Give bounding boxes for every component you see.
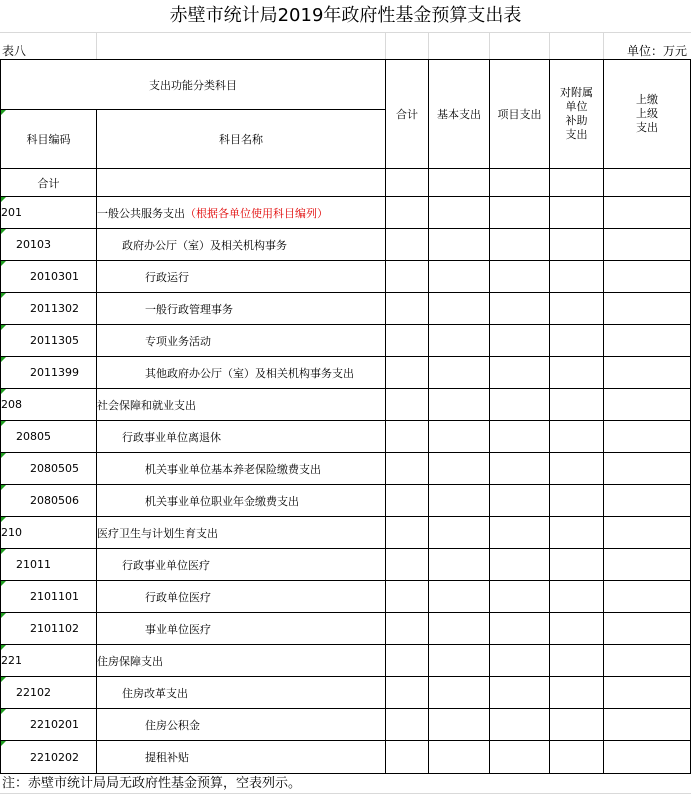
table-row [1,421,691,453]
table-cell[interactable] [386,261,429,293]
total-row-label: 合计 [1,169,97,197]
subject-code-cell[interactable] [1,549,97,581]
subsidy-header-line: 支出 [565,128,588,141]
table-cell[interactable] [604,517,691,549]
table-cell[interactable] [429,421,490,453]
subject-code: 210 [1,526,22,539]
table-cell[interactable] [490,549,550,581]
cell-marker [1,485,6,490]
cell-marker [1,197,6,202]
subject-code: 20805 [16,430,51,443]
subject-code-cell[interactable] [1,453,97,485]
subject-code-cell[interactable] [1,517,97,549]
subject-name: 事业单位医疗 [145,622,211,636]
category-group-header: 支出功能分类科目 [1,60,386,110]
subsidy-header-line: 单位 [565,100,588,113]
table-cell[interactable] [386,709,429,741]
subject-name: 社会保障和就业支出 [97,398,196,412]
table-cell[interactable] [604,677,691,709]
table-cell[interactable] [429,169,490,197]
table-cell[interactable] [550,197,604,229]
table-row [1,325,691,357]
table-cell[interactable] [604,485,691,517]
subject-code-cell[interactable] [1,421,97,453]
table-cell[interactable] [429,517,490,549]
table-cell[interactable] [604,169,691,197]
total-row [1,169,691,197]
table-cell[interactable] [490,581,550,613]
table-cell[interactable] [604,325,691,357]
table-cell[interactable] [386,389,429,421]
cell-marker [1,677,6,682]
subject-name: 机关事业单位基本养老保险缴费支出 [145,462,321,476]
table-cell[interactable] [490,293,550,325]
subject-code-cell[interactable] [1,645,97,677]
table-cell[interactable] [386,325,429,357]
remit-header [604,60,691,169]
table-row [1,389,691,421]
table-cell[interactable] [490,453,550,485]
total-header: 合计 [386,60,429,169]
table-cell[interactable] [386,581,429,613]
subject-code: 2080506 [30,494,79,507]
subject-name-cell[interactable] [97,517,386,549]
table-cell[interactable] [550,741,604,774]
subject-code: 2011302 [30,302,79,315]
table-cell[interactable] [604,613,691,645]
table-cell[interactable] [550,325,604,357]
table-cell[interactable] [386,169,429,197]
subject-name-cell[interactable] [97,357,386,389]
subject-name: 住房改革支出 [122,686,188,700]
subject-code: 2011399 [30,366,79,379]
table-cell[interactable] [386,293,429,325]
table-cell[interactable] [429,613,490,645]
table-cell[interactable] [386,421,429,453]
basic-header: 基本支出 [429,60,490,169]
subject-code: 2011305 [30,334,79,347]
table-cell[interactable] [550,485,604,517]
cell-marker [1,517,6,522]
cell-marker [1,389,6,394]
cell-marker [1,357,6,362]
table-cell[interactable] [386,741,429,774]
table-cell[interactable] [429,645,490,677]
table-cell[interactable] [490,357,550,389]
table-cell[interactable] [386,197,429,229]
subject-name-cell[interactable] [97,453,386,485]
table-cell[interactable] [550,421,604,453]
table-cell[interactable] [386,645,429,677]
budget-table [0,59,691,774]
table-cell[interactable] [604,645,691,677]
table-cell[interactable] [490,169,550,197]
table-cell[interactable] [429,293,490,325]
cell-marker [1,261,6,266]
cell-marker [1,229,6,234]
table-cell[interactable] [386,549,429,581]
subject-name-cell[interactable] [97,325,386,357]
table-cell[interactable] [429,709,490,741]
subject-code: 2101102 [30,622,79,635]
table-cell[interactable] [604,421,691,453]
table-cell[interactable] [550,229,604,261]
table-row [1,197,691,229]
table-cell[interactable] [550,645,604,677]
remit-header-line: 上级 [636,107,658,120]
table-cell[interactable] [550,293,604,325]
table-cell[interactable] [490,485,550,517]
page-title: 赤壁市统计局2019年政府性基金预算支出表 [169,5,522,26]
subject-name-cell[interactable] [97,293,386,325]
subject-name-cell[interactable] [97,581,386,613]
cell-marker [1,549,6,554]
subject-name-cell[interactable] [97,197,386,229]
table-cell[interactable] [429,197,490,229]
subject-name: 一般行政管理事务 [145,302,233,316]
table-row [1,485,691,517]
subject-name: 医疗卫生与计划生育支出 [97,526,218,540]
subsidy-header-line: 补助 [565,114,588,127]
table-row [1,613,691,645]
subject-code-cell[interactable] [1,677,97,709]
subject-name-cell[interactable] [97,677,386,709]
table-cell[interactable] [604,581,691,613]
table-cell[interactable] [429,485,490,517]
subject-code-cell[interactable] [1,613,97,645]
table-cell[interactable] [429,261,490,293]
subject-code: 2101101 [30,590,79,603]
table-cell[interactable] [386,453,429,485]
subject-code-cell[interactable] [1,581,97,613]
subject-name-cell[interactable] [97,645,386,677]
table-cell[interactable] [490,421,550,453]
table-cell[interactable] [604,197,691,229]
table-cell[interactable] [490,389,550,421]
subsidy-header-line: 对附属 [560,86,593,99]
subject-name: 行政事业单位离退休 [122,430,221,444]
subject-name-cell[interactable] [97,261,386,293]
gridline [0,32,691,33]
table-cell[interactable] [490,645,550,677]
subject-code-cell[interactable] [1,261,97,293]
table-cell[interactable] [429,357,490,389]
table-cell[interactable] [97,169,386,197]
table-row [1,357,691,389]
subject-name-cell[interactable] [97,389,386,421]
cell-marker [1,709,6,714]
table-cell[interactable] [550,169,604,197]
subject-code: 221 [1,654,22,667]
table-cell[interactable] [490,741,550,774]
subject-code: 208 [1,398,22,411]
subject-name-cell[interactable] [97,485,386,517]
table-row [1,261,691,293]
table-cell[interactable] [550,517,604,549]
table-row [1,549,691,581]
subject-name: 提租补贴 [145,751,189,764]
table-cell[interactable] [604,453,691,485]
cell-marker [1,741,6,746]
subject-code: 2210201 [30,718,79,731]
table-cell[interactable] [550,581,604,613]
table-row [1,293,691,325]
cell-marker [1,421,6,426]
table-cell[interactable] [490,197,550,229]
subject-name: 专项业务活动 [145,334,211,348]
subject-note: （根据各单位使用科目编列） [185,206,328,220]
subject-code-cell[interactable] [1,485,97,517]
table-cell[interactable] [429,389,490,421]
cell-marker [1,453,6,458]
subject-code-cell[interactable] [1,357,97,389]
table-cell[interactable] [386,613,429,645]
table-cell[interactable] [550,677,604,709]
subject-code-cell[interactable] [1,389,97,421]
table-cell[interactable] [386,357,429,389]
subject-code: 2010301 [30,270,79,283]
subsidy-header [550,60,604,169]
unit-label: 单位：万元 [626,44,687,58]
table-row [1,677,691,709]
subject-code-cell[interactable] [1,325,97,357]
subject-name: 行政单位医疗 [145,590,211,604]
table-cell[interactable] [386,517,429,549]
header-row [1,60,691,110]
table-cell[interactable] [429,741,490,774]
subject-code-cell[interactable] [1,741,97,774]
table-cell[interactable] [604,293,691,325]
table-cell[interactable] [429,581,490,613]
cell-marker [1,645,6,650]
subject-name: 一般公共服务支出 [97,206,185,220]
table-cell[interactable] [490,261,550,293]
name-header: 科目名称 [97,110,386,169]
table-cell[interactable] [429,549,490,581]
subject-code: 21011 [16,558,51,571]
table-cell[interactable] [490,325,550,357]
subject-name: 行政运行 [145,270,189,284]
table-row [1,709,691,741]
table-cell[interactable] [490,229,550,261]
subject-code: 2080505 [30,462,79,475]
subject-name: 其他政府办公厅（室）及相关机构事务支出 [145,366,354,380]
table-cell[interactable] [550,261,604,293]
table-cell[interactable] [490,709,550,741]
table-cell[interactable] [386,485,429,517]
table-cell[interactable] [604,709,691,741]
subject-name: 行政事业单位医疗 [122,558,210,572]
table-row [1,229,691,261]
table-cell[interactable] [604,357,691,389]
subject-name-cell[interactable] [97,741,386,774]
subject-code-cell[interactable] [1,709,97,741]
subject-code: 22102 [16,686,51,699]
table-cell[interactable] [386,677,429,709]
table-cell[interactable] [386,229,429,261]
table-cell[interactable] [429,229,490,261]
table-cell[interactable] [550,709,604,741]
subject-name: 机关事业单位职业年金缴费支出 [145,494,299,508]
code-header: 科目编码 [1,110,97,169]
subject-name-cell[interactable] [97,421,386,453]
subject-name-cell[interactable] [97,229,386,261]
subject-code: 2210202 [30,750,79,764]
table-row [1,581,691,613]
table-row [1,453,691,485]
table-cell[interactable] [550,613,604,645]
cell-marker [1,325,6,330]
subject-name-cell[interactable] [97,709,386,741]
subject-name: 住房保障支出 [97,654,163,668]
table-label: 表八 [2,44,27,58]
table-cell[interactable] [604,229,691,261]
table-cell[interactable] [550,357,604,389]
subject-name-cell[interactable] [97,549,386,581]
subject-code-cell[interactable] [1,229,97,261]
table-cell[interactable] [490,517,550,549]
table-cell[interactable] [604,389,691,421]
subject-code-cell[interactable] [1,293,97,325]
table-row [1,517,691,549]
subheader [0,36,691,58]
cell-marker [1,293,6,298]
table-row [1,741,691,774]
project-header: 项目支出 [490,60,550,169]
table-cell[interactable] [550,389,604,421]
cell-marker [1,613,6,618]
table-cell[interactable] [550,453,604,485]
remit-header-line: 上缴 [636,93,658,106]
subject-code-cell[interactable] [1,197,97,229]
subject-name: 住房公积金 [145,718,200,732]
subject-name-cell[interactable] [97,613,386,645]
table-cell[interactable] [604,741,691,774]
subject-code: 201 [1,206,22,219]
table-cell[interactable] [604,261,691,293]
table-cell[interactable] [429,677,490,709]
table-cell[interactable] [550,549,604,581]
table-cell[interactable] [429,325,490,357]
table-cell[interactable] [604,549,691,581]
subject-name: 政府办公厅（室）及相关机构事务 [122,238,287,252]
remit-header-line: 支出 [636,121,658,134]
table-cell[interactable] [490,677,550,709]
subject-code: 20103 [16,238,51,251]
table-row [1,645,691,677]
footnote: 注：赤壁市统计局局无政府性基金预算，空表列示。 [2,776,302,791]
table-cell[interactable] [490,613,550,645]
table-cell[interactable] [429,453,490,485]
cell-marker [1,581,6,586]
